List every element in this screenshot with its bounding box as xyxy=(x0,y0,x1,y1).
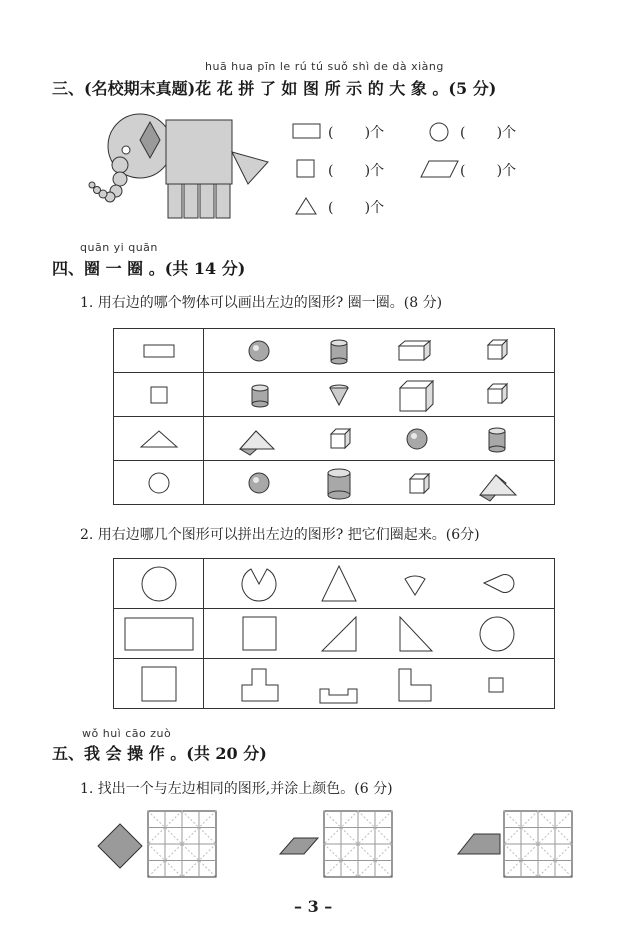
section5-figures xyxy=(96,808,640,878)
cone-option xyxy=(330,385,348,405)
dot-grid-3 xyxy=(504,811,572,877)
pacman-option xyxy=(242,569,276,601)
square-option xyxy=(243,617,276,650)
u-shape-option xyxy=(320,689,357,703)
triangular-prism-option xyxy=(240,431,274,455)
section4-q1: 1. 用右边的哪个物体可以画出左边的图形? 圈一圈。(8 分) xyxy=(80,295,443,311)
table-q1 xyxy=(113,328,555,505)
count-square: ( )个 xyxy=(328,163,385,179)
cube-option xyxy=(331,429,350,448)
cube-option xyxy=(488,384,507,403)
q2-target-rectangle xyxy=(114,609,204,659)
elephant-eye-circle xyxy=(122,146,130,154)
elephant-tail-triangle xyxy=(232,152,268,184)
q2-row1-options xyxy=(204,559,555,609)
circle-icon xyxy=(428,121,450,143)
cube-option xyxy=(410,474,429,493)
count-triangle: ( )个 xyxy=(328,200,385,216)
gray-parallelogram xyxy=(280,838,318,854)
q2-target-square xyxy=(114,659,204,709)
cuboid-option xyxy=(399,341,430,360)
page-number: – 3 – xyxy=(294,897,333,916)
l-shape-option xyxy=(399,669,431,701)
count-parallelogram: ( )个 xyxy=(460,163,517,179)
rectangle-icon xyxy=(292,122,322,140)
parallelogram-icon xyxy=(420,159,460,179)
sphere-option xyxy=(249,473,269,493)
square-icon xyxy=(296,159,318,179)
elephant-body-square xyxy=(166,120,232,184)
table-q2 xyxy=(113,558,555,709)
large-cylinder-option xyxy=(328,469,350,499)
circle-option xyxy=(480,617,514,651)
gray-trapezoid xyxy=(458,834,500,854)
cylinder-option xyxy=(331,340,347,364)
dot-grid-2 xyxy=(324,811,392,877)
triangular-prism-option xyxy=(480,475,516,501)
q1-row3-options xyxy=(204,417,555,461)
section3-title: 三、(名校期末真题)花 花 拼 了 如 图 所 示 的 大 象 。(5 分) xyxy=(52,79,497,98)
q1-target-triangle xyxy=(114,417,204,461)
cube-option xyxy=(488,340,507,359)
elephant-figure xyxy=(80,110,280,222)
sphere-option xyxy=(407,429,427,449)
right-triangle-option xyxy=(322,617,356,651)
small-square-option xyxy=(489,678,503,692)
q2-row3-options xyxy=(204,659,555,709)
cylinder-option xyxy=(252,385,268,407)
triangle-option xyxy=(322,566,356,601)
section5-pinyin: wǒ huì cāo zuò xyxy=(82,727,172,740)
q1-target-square xyxy=(114,373,204,417)
teardrop-option xyxy=(484,574,514,592)
q1-target-rectangle xyxy=(114,329,204,373)
q2-row2-options xyxy=(204,609,555,659)
q1-row1-options xyxy=(204,329,555,373)
q1-target-circle xyxy=(114,461,204,505)
dot-grid-1 xyxy=(148,811,216,877)
t-shape-option xyxy=(242,669,278,701)
count-circle: ( )个 xyxy=(460,125,517,141)
sphere-option xyxy=(249,341,269,361)
q1-row4-options xyxy=(204,461,555,505)
cylinder-option xyxy=(489,428,505,452)
sector-option xyxy=(405,575,425,594)
section4-q2: 2. 用右边哪几个图形可以拼出左边的图形? 把它们圈起来。(6分) xyxy=(80,527,480,543)
large-cube-option xyxy=(400,381,433,411)
q1-row2-options xyxy=(204,373,555,417)
section4-pinyin: quān yi quān xyxy=(80,241,158,254)
section5-q1: 1. 找出一个与左边相同的图形,并涂上颜色。(6 分) xyxy=(80,781,393,797)
count-rectangle: ( )个 xyxy=(328,125,385,141)
section5-title: 五、我 会 操 作 。(共 20 分) xyxy=(52,744,267,763)
q2-target-circle xyxy=(114,559,204,609)
triangle-icon xyxy=(295,196,319,216)
section3-pinyin: huā hua pīn le rú tú suǒ shì de dà xiàng xyxy=(205,60,444,73)
gray-diamond xyxy=(98,824,142,868)
section4-title: 四、圈 一 圈 。(共 14 分) xyxy=(52,259,246,278)
right-triangle-option-2 xyxy=(400,617,432,651)
